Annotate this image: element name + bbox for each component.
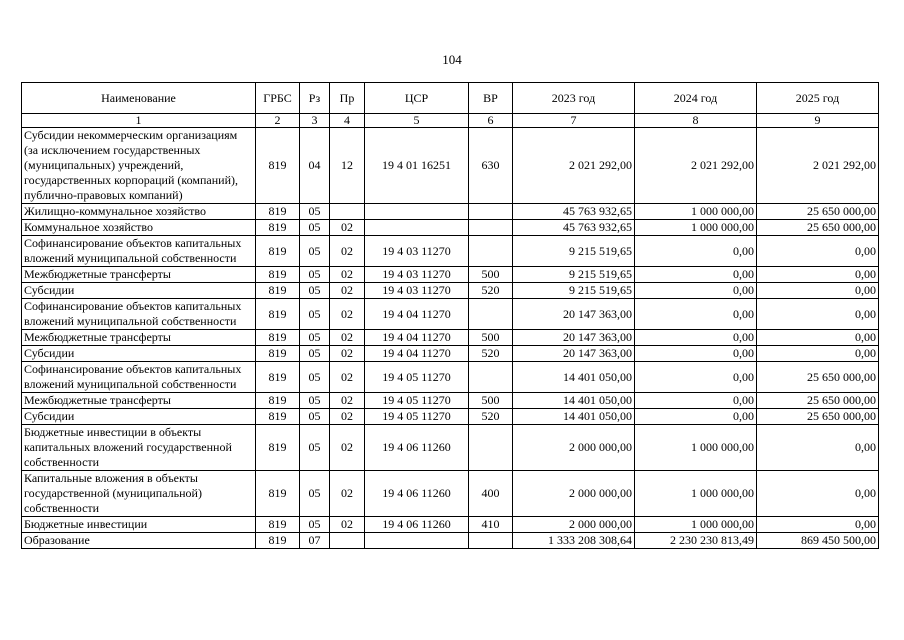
cell-2024: 0,00 bbox=[635, 330, 757, 346]
cell-2023: 45 763 932,65 bbox=[513, 220, 635, 236]
cell-rz: 05 bbox=[300, 517, 330, 533]
header-rz: Рз bbox=[300, 83, 330, 114]
cell-pr: 02 bbox=[330, 236, 365, 267]
cell-pr: 02 bbox=[330, 220, 365, 236]
cell-pr: 02 bbox=[330, 330, 365, 346]
cell-grbs: 819 bbox=[256, 517, 300, 533]
cell-csr: 19 4 05 11270 bbox=[365, 362, 469, 393]
cell-2024: 1 000 000,00 bbox=[635, 517, 757, 533]
cell-rz: 04 bbox=[300, 128, 330, 204]
cell-2023: 2 000 000,00 bbox=[513, 471, 635, 517]
cell-2023: 9 215 519,65 bbox=[513, 267, 635, 283]
column-number: 1 bbox=[22, 114, 256, 128]
cell-2025: 0,00 bbox=[757, 283, 879, 299]
cell-name: Софинансирование объектов капитальных вложений муниципальной собственности bbox=[22, 236, 256, 267]
table-row bbox=[22, 299, 879, 330]
cell-csr: 19 4 06 11260 bbox=[365, 471, 469, 517]
table-row bbox=[22, 128, 879, 204]
cell-rz: 05 bbox=[300, 204, 330, 220]
cell-2023: 14 401 050,00 bbox=[513, 362, 635, 393]
cell-2025: 0,00 bbox=[757, 330, 879, 346]
cell-rz: 05 bbox=[300, 346, 330, 362]
cell-csr: 19 4 05 11270 bbox=[365, 393, 469, 409]
cell-name: Образование bbox=[22, 533, 256, 549]
table-row bbox=[22, 220, 879, 236]
cell-2023: 14 401 050,00 bbox=[513, 393, 635, 409]
cell-csr: 19 4 03 11270 bbox=[365, 267, 469, 283]
cell-vr: 520 bbox=[469, 283, 513, 299]
header-row bbox=[22, 83, 879, 114]
cell-2024: 1 000 000,00 bbox=[635, 425, 757, 471]
cell-pr: 02 bbox=[330, 393, 365, 409]
cell-2024: 0,00 bbox=[635, 299, 757, 330]
cell-grbs: 819 bbox=[256, 236, 300, 267]
cell-name: Межбюджетные трансферты bbox=[22, 393, 256, 409]
cell-vr bbox=[469, 220, 513, 236]
cell-name: Жилищно-коммунальное хозяйство bbox=[22, 204, 256, 220]
cell-name: Коммунальное хозяйство bbox=[22, 220, 256, 236]
cell-csr bbox=[365, 220, 469, 236]
cell-pr: 02 bbox=[330, 517, 365, 533]
cell-rz: 05 bbox=[300, 471, 330, 517]
cell-csr: 19 4 05 11270 bbox=[365, 409, 469, 425]
cell-name: Субсидии bbox=[22, 283, 256, 299]
table-row bbox=[22, 393, 879, 409]
cell-2025: 25 650 000,00 bbox=[757, 393, 879, 409]
cell-grbs: 819 bbox=[256, 128, 300, 204]
cell-csr: 19 4 04 11270 bbox=[365, 330, 469, 346]
cell-2025: 0,00 bbox=[757, 299, 879, 330]
cell-csr: 19 4 03 11270 bbox=[365, 283, 469, 299]
cell-csr: 19 4 04 11270 bbox=[365, 299, 469, 330]
header-csr: ЦСР bbox=[365, 83, 469, 114]
cell-rz: 05 bbox=[300, 362, 330, 393]
cell-vr bbox=[469, 236, 513, 267]
table-row bbox=[22, 517, 879, 533]
cell-rz: 05 bbox=[300, 425, 330, 471]
cell-2025: 0,00 bbox=[757, 517, 879, 533]
header-pr: Пр bbox=[330, 83, 365, 114]
cell-vr: 400 bbox=[469, 471, 513, 517]
cell-pr bbox=[330, 204, 365, 220]
column-number: 3 bbox=[300, 114, 330, 128]
cell-csr bbox=[365, 204, 469, 220]
cell-2025: 0,00 bbox=[757, 425, 879, 471]
cell-pr: 02 bbox=[330, 471, 365, 517]
cell-rz: 05 bbox=[300, 393, 330, 409]
cell-grbs: 819 bbox=[256, 267, 300, 283]
column-number: 4 bbox=[330, 114, 365, 128]
header-2025: 2025 год bbox=[757, 83, 879, 114]
cell-2023: 2 000 000,00 bbox=[513, 517, 635, 533]
cell-2025: 0,00 bbox=[757, 267, 879, 283]
cell-2023: 1 333 208 308,64 bbox=[513, 533, 635, 549]
cell-grbs: 819 bbox=[256, 283, 300, 299]
cell-vr: 520 bbox=[469, 409, 513, 425]
cell-csr: 19 4 01 16251 bbox=[365, 128, 469, 204]
table-row bbox=[22, 471, 879, 517]
cell-rz: 05 bbox=[300, 330, 330, 346]
cell-pr bbox=[330, 533, 365, 549]
cell-grbs: 819 bbox=[256, 425, 300, 471]
cell-2024: 0,00 bbox=[635, 267, 757, 283]
cell-vr: 500 bbox=[469, 393, 513, 409]
page-number: 104 bbox=[442, 52, 462, 67]
column-number: 2 bbox=[256, 114, 300, 128]
column-number: 8 bbox=[635, 114, 757, 128]
cell-csr: 19 4 06 11260 bbox=[365, 517, 469, 533]
cell-2023: 14 401 050,00 bbox=[513, 409, 635, 425]
cell-2025: 0,00 bbox=[757, 471, 879, 517]
cell-name: Бюджетные инвестиции bbox=[22, 517, 256, 533]
table-row bbox=[22, 425, 879, 471]
cell-vr: 500 bbox=[469, 330, 513, 346]
cell-rz: 05 bbox=[300, 236, 330, 267]
cell-2023: 2 000 000,00 bbox=[513, 425, 635, 471]
table-row bbox=[22, 409, 879, 425]
cell-vr bbox=[469, 362, 513, 393]
cell-2024: 0,00 bbox=[635, 346, 757, 362]
cell-pr: 02 bbox=[330, 283, 365, 299]
cell-2025: 25 650 000,00 bbox=[757, 409, 879, 425]
cell-pr: 02 bbox=[330, 346, 365, 362]
cell-csr: 19 4 06 11260 bbox=[365, 425, 469, 471]
cell-name: Бюджетные инвестиции в объекты капитальных вложений государственной собственности bbox=[22, 425, 256, 471]
cell-2025: 2 021 292,00 bbox=[757, 128, 879, 204]
cell-2024: 0,00 bbox=[635, 393, 757, 409]
cell-grbs: 819 bbox=[256, 299, 300, 330]
cell-grbs: 819 bbox=[256, 409, 300, 425]
header-2023: 2023 год bbox=[513, 83, 635, 114]
cell-name: Субсидии некоммерческим организациям (за исключением государственных (муниципальных) учреждений, государственных корпораций (компаний), публично-правовых компаний) bbox=[22, 128, 256, 204]
cell-2025: 25 650 000,00 bbox=[757, 362, 879, 393]
column-number: 7 bbox=[513, 114, 635, 128]
cell-grbs: 819 bbox=[256, 362, 300, 393]
table-row bbox=[22, 330, 879, 346]
cell-csr: 19 4 04 11270 bbox=[365, 346, 469, 362]
cell-name: Софинансирование объектов капитальных вложений муниципальной собственности bbox=[22, 299, 256, 330]
cell-grbs: 819 bbox=[256, 393, 300, 409]
cell-rz: 05 bbox=[300, 283, 330, 299]
table-row bbox=[22, 236, 879, 267]
cell-2025: 0,00 bbox=[757, 236, 879, 267]
cell-2024: 1 000 000,00 bbox=[635, 471, 757, 517]
cell-pr: 02 bbox=[330, 362, 365, 393]
table-row bbox=[22, 267, 879, 283]
column-number: 6 bbox=[469, 114, 513, 128]
cell-vr: 410 bbox=[469, 517, 513, 533]
cell-name: Субсидии bbox=[22, 346, 256, 362]
column-number-row bbox=[22, 114, 879, 128]
cell-name: Межбюджетные трансферты bbox=[22, 267, 256, 283]
column-number: 9 bbox=[757, 114, 879, 128]
table-body bbox=[22, 128, 879, 549]
cell-2024: 1 000 000,00 bbox=[635, 204, 757, 220]
cell-rz: 07 bbox=[300, 533, 330, 549]
cell-pr: 12 bbox=[330, 128, 365, 204]
cell-2023: 20 147 363,00 bbox=[513, 346, 635, 362]
cell-2024: 0,00 bbox=[635, 236, 757, 267]
cell-grbs: 819 bbox=[256, 471, 300, 517]
table-row bbox=[22, 362, 879, 393]
table-row bbox=[22, 346, 879, 362]
cell-name: Межбюджетные трансферты bbox=[22, 330, 256, 346]
cell-grbs: 819 bbox=[256, 346, 300, 362]
header-grbs: ГРБС bbox=[256, 83, 300, 114]
cell-2023: 20 147 363,00 bbox=[513, 330, 635, 346]
cell-vr bbox=[469, 299, 513, 330]
cell-rz: 05 bbox=[300, 299, 330, 330]
cell-2024: 2 230 230 813,49 bbox=[635, 533, 757, 549]
cell-rz: 05 bbox=[300, 409, 330, 425]
cell-pr: 02 bbox=[330, 299, 365, 330]
cell-csr: 19 4 03 11270 bbox=[365, 236, 469, 267]
header-2024: 2024 год bbox=[635, 83, 757, 114]
cell-2024: 0,00 bbox=[635, 362, 757, 393]
cell-name: Софинансирование объектов капитальных вложений муниципальной собственности bbox=[22, 362, 256, 393]
cell-grbs: 819 bbox=[256, 220, 300, 236]
cell-name: Субсидии bbox=[22, 409, 256, 425]
cell-2025: 869 450 500,00 bbox=[757, 533, 879, 549]
cell-rz: 05 bbox=[300, 220, 330, 236]
cell-2024: 0,00 bbox=[635, 283, 757, 299]
cell-2024: 2 021 292,00 bbox=[635, 128, 757, 204]
cell-csr bbox=[365, 533, 469, 549]
cell-grbs: 819 bbox=[256, 330, 300, 346]
cell-2023: 45 763 932,65 bbox=[513, 204, 635, 220]
cell-2025: 25 650 000,00 bbox=[757, 220, 879, 236]
cell-name: Капитальные вложения в объекты государственной (муниципальной) собственности bbox=[22, 471, 256, 517]
cell-2025: 0,00 bbox=[757, 346, 879, 362]
header-name: Наименование bbox=[22, 83, 256, 114]
column-number: 5 bbox=[365, 114, 469, 128]
cell-vr: 630 bbox=[469, 128, 513, 204]
cell-2024: 1 000 000,00 bbox=[635, 220, 757, 236]
cell-rz: 05 bbox=[300, 267, 330, 283]
table-row bbox=[22, 283, 879, 299]
cell-2025: 25 650 000,00 bbox=[757, 204, 879, 220]
cell-vr bbox=[469, 204, 513, 220]
table-row bbox=[22, 533, 879, 549]
cell-pr: 02 bbox=[330, 409, 365, 425]
cell-vr bbox=[469, 425, 513, 471]
cell-2024: 0,00 bbox=[635, 409, 757, 425]
cell-2023: 9 215 519,65 bbox=[513, 283, 635, 299]
cell-grbs: 819 bbox=[256, 533, 300, 549]
cell-pr: 02 bbox=[330, 267, 365, 283]
cell-grbs: 819 bbox=[256, 204, 300, 220]
cell-vr: 500 bbox=[469, 267, 513, 283]
budget-table bbox=[21, 82, 879, 549]
table-row bbox=[22, 204, 879, 220]
cell-2023: 9 215 519,65 bbox=[513, 236, 635, 267]
cell-vr: 520 bbox=[469, 346, 513, 362]
cell-2023: 20 147 363,00 bbox=[513, 299, 635, 330]
cell-vr bbox=[469, 533, 513, 549]
header-vr: ВР bbox=[469, 83, 513, 114]
cell-pr: 02 bbox=[330, 425, 365, 471]
cell-2023: 2 021 292,00 bbox=[513, 128, 635, 204]
